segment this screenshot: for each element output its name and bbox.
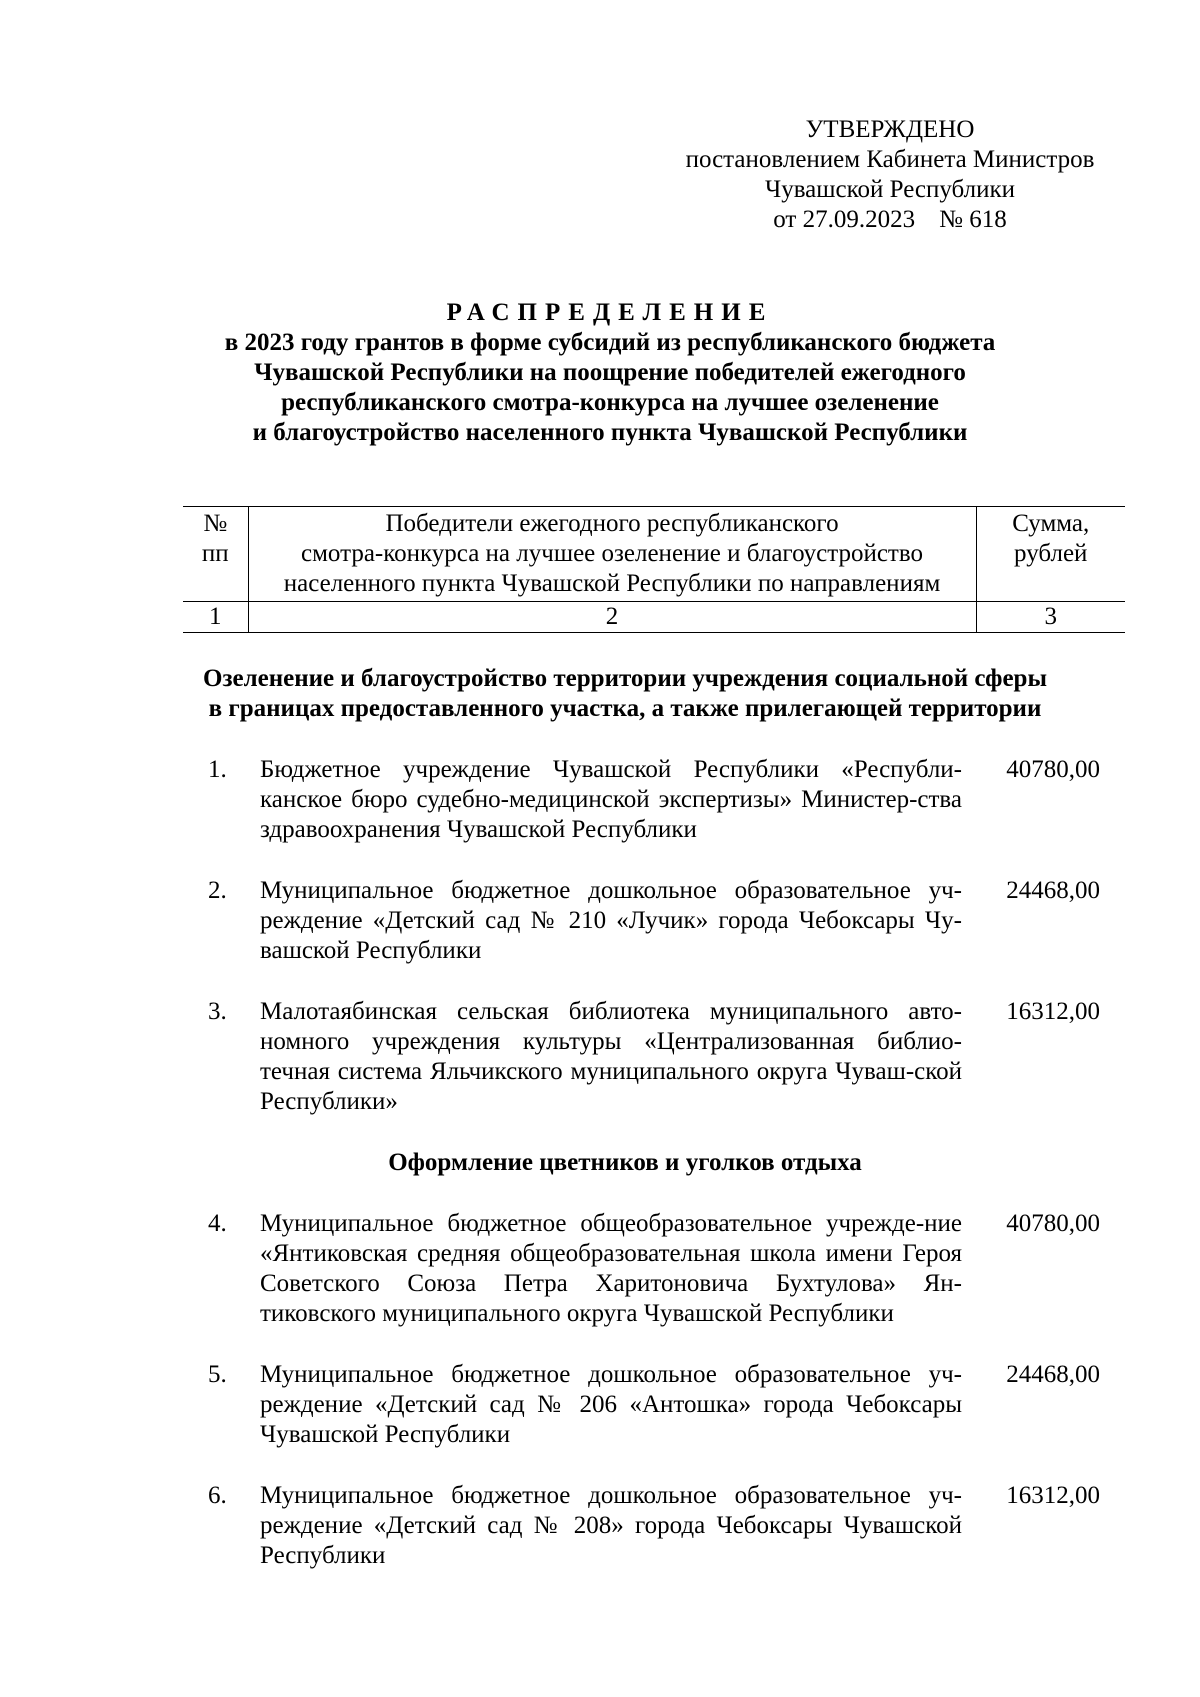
item-name: Муниципальное бюджетное дошкольное образовательное уч-реждение «Детский сад № 210 «Лучик» города Чебоксары Чу-вашской Республики [260,877,962,964]
title-heading: РАСПРЕДЕЛЕНИЕ [446,299,774,326]
document-title [150,298,1070,448]
header-col-winners: Победители ежегодного республиканского смотра-конкурса на лучшее озеленение и благоустройство населенного пункта Чувашской Республики по направлениям [248,507,976,602]
approval-stamp [665,115,1115,235]
approval-line-3: Чувашской Республики [764,176,1016,203]
item-index: 4. [208,1210,227,1237]
item-name: Муниципальное бюджетное дошкольное образовательное уч-реждение «Детский сад № 208» города Чебоксары Чувашской Республики [260,1482,962,1569]
header-col-number: № пп [183,507,248,602]
item-index: 1. [208,756,227,783]
column-number-3: 3 [976,602,1125,633]
item-index: 5. [208,1361,227,1388]
item-index: 3. [208,998,227,1025]
item-name: Муниципальное бюджетное общеобразовательное учрежде-ние «Янтиковская средняя общеобразовательная школа имени Героя Советского Союза Петра Харитоновича Бухтулова» Ян-тиковского муниципального округа Чувашской Республики [260,1210,962,1327]
item-amount: 24468,00 [1006,1361,1100,1388]
table-header [183,506,1125,633]
item-index: 6. [208,1482,227,1509]
approval-line-1: УТВЕРЖДЕНО [805,116,975,143]
approval-date: от 27.09.2023 [773,206,916,233]
approval-date-line [665,205,1115,235]
column-number-1: 1 [183,602,248,633]
title-line-1: в 2023 году грантов в форме субсидий из республиканского бюджета [224,329,996,356]
item-name: Муниципальное бюджетное дошкольное образовательное уч-реждение «Детский сад № 206 «Антошка» города Чебоксары Чувашской Республики [260,1361,962,1448]
item-amount: 40780,00 [1006,756,1100,783]
item-amount: 16312,00 [1006,1482,1100,1509]
title-line-4: и благоустройство населенного пункта Чувашской Республики [252,419,968,446]
section-title-landscaping: Озеленение и благоустройство территории учреждения социальной сферы в границах предоставленного участка, а также прилегающей территории [203,665,1047,722]
header-col-amount: Сумма, рублей [976,507,1125,602]
column-number-2: 2 [248,602,976,633]
item-amount: 24468,00 [1006,877,1100,904]
title-line-3: республиканского смотра-конкурса на лучшее озеленение [281,389,939,416]
item-index: 2. [208,877,227,904]
item-name: Малотаябинская сельская библиотека муниципального авто-номного учреждения культуры «Централизованная библио-течная система Яльчикского муниципального округа Чуваш-ской Республики» [260,998,962,1115]
item-amount: 40780,00 [1006,1210,1100,1237]
approval-line-2: постановлением Кабинета Министров [685,146,1095,173]
section-title-flowerbeds: Оформление цветников и уголков отдыха [388,1149,862,1176]
title-line-2: Чувашской Республики на поощрение победителей ежегодного [254,359,966,386]
item-name: Бюджетное учреждение Чувашской Республики «Республи-канское бюро судебно-медицинской экспертизы» Министер-ства здравоохранения Чувашской Республики [260,756,962,843]
approval-number: № 618 [939,206,1007,233]
item-amount: 16312,00 [1006,998,1100,1025]
